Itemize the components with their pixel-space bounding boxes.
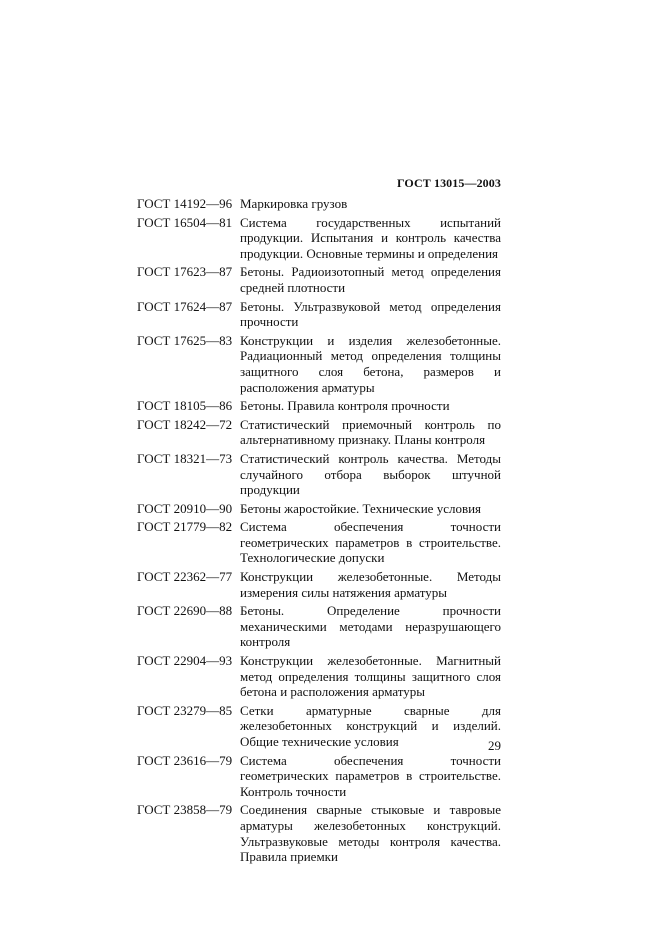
standard-title: Система государственных испытаний продукции. Испытания и контроль качества продукции. Основные термины и определения [240, 214, 501, 261]
standard-code: ГОСТ 21779—82 [137, 519, 233, 535]
reference-row [137, 196, 501, 212]
reference-row [137, 333, 501, 395]
standard-code: ГОСТ 16504—81 [137, 214, 233, 230]
standard-code: ГОСТ 23616—79 [137, 752, 233, 768]
reference-row [137, 451, 501, 498]
standard-code: ГОСТ 18321—73 [137, 450, 233, 466]
standard-code: ГОСТ 17623—87 [137, 264, 233, 280]
standard-title: Бетоны. Правила контроля прочности [240, 398, 450, 414]
standard-code: ГОСТ 23858—79 [137, 802, 233, 818]
reference-row [137, 519, 501, 566]
standard-title: Сетки арматурные сварные для железобетонных конструкций и изделий. Общие технические условия [240, 702, 501, 749]
reference-row [137, 398, 501, 414]
standard-title: Статистический контроль качества. Методы случайного отбора выборок штучной продукции [240, 450, 501, 498]
standard-code: ГОСТ 17624—87 [137, 298, 233, 314]
reference-row [137, 569, 501, 600]
reference-row [137, 215, 501, 262]
standard-title: Маркировка грузов [240, 196, 348, 211]
reference-row [137, 753, 501, 800]
standard-code: ГОСТ 22690—88 [137, 603, 233, 619]
standard-title: Соединения сварные стыковые и тавровые арматуры железобетонных конструкций. Ультразвуковые методы контроля качества. Правила приемки [240, 802, 501, 865]
standard-code: ГОСТ 18242—72 [137, 416, 233, 432]
reference-row [137, 417, 501, 448]
document-header: ГОСТ 13015—2003 [397, 176, 501, 190]
standard-code: ГОСТ 18105—86 [137, 398, 233, 414]
standard-title: Статистический приемочный контроль по альтернативному признаку. Планы контроля [240, 416, 501, 448]
standard-title: Конструкции железобетонные. Магнитный метод определения толщины защитного слоя бетона и расположения арматуры [240, 653, 501, 700]
standard-code: ГОСТ 17625—83 [137, 332, 233, 348]
reference-row [137, 802, 501, 864]
standard-code: ГОСТ 20910—90 [137, 500, 233, 516]
standard-title: Бетоны. Ультразвуковой метод определения прочности [240, 298, 501, 330]
standard-title: Система обеспечения точности геометрических параметров в строительстве. Контроль точности [240, 752, 501, 799]
standard-code: ГОСТ 23279—85 [137, 702, 233, 718]
standard-code: ГОСТ 22362—77 [137, 569, 233, 585]
standard-title: Бетоны. Радиоизотопный метод определения средней плотности [240, 264, 501, 295]
reference-list [137, 196, 501, 868]
standard-title: Бетоны. Определение прочности механическими методами неразрушающего контроля [240, 603, 501, 650]
standard-title: Конструкции и изделия железобетонные. Радиационный метод определения толщины защитного слоя бетона, размеров и расположения арматуры [240, 332, 501, 395]
standard-code: ГОСТ 14192—96 [137, 196, 233, 211]
reference-row [137, 264, 501, 295]
standard-title: Конструкции железобетонные. Методы измерения силы натяжения арматуры [240, 569, 501, 600]
standard-title: Бетоны жаростойкие. Технические условия [240, 500, 482, 516]
standard-title: Система обеспечения точности геометрических параметров в строительстве. Технологические допуски [240, 519, 501, 566]
reference-row [137, 501, 501, 517]
standard-code: ГОСТ 22904—93 [137, 653, 233, 669]
reference-row [137, 653, 501, 700]
page-number: 29 [488, 738, 501, 753]
reference-row [137, 703, 501, 750]
reference-row [137, 299, 501, 330]
reference-row [137, 603, 501, 650]
